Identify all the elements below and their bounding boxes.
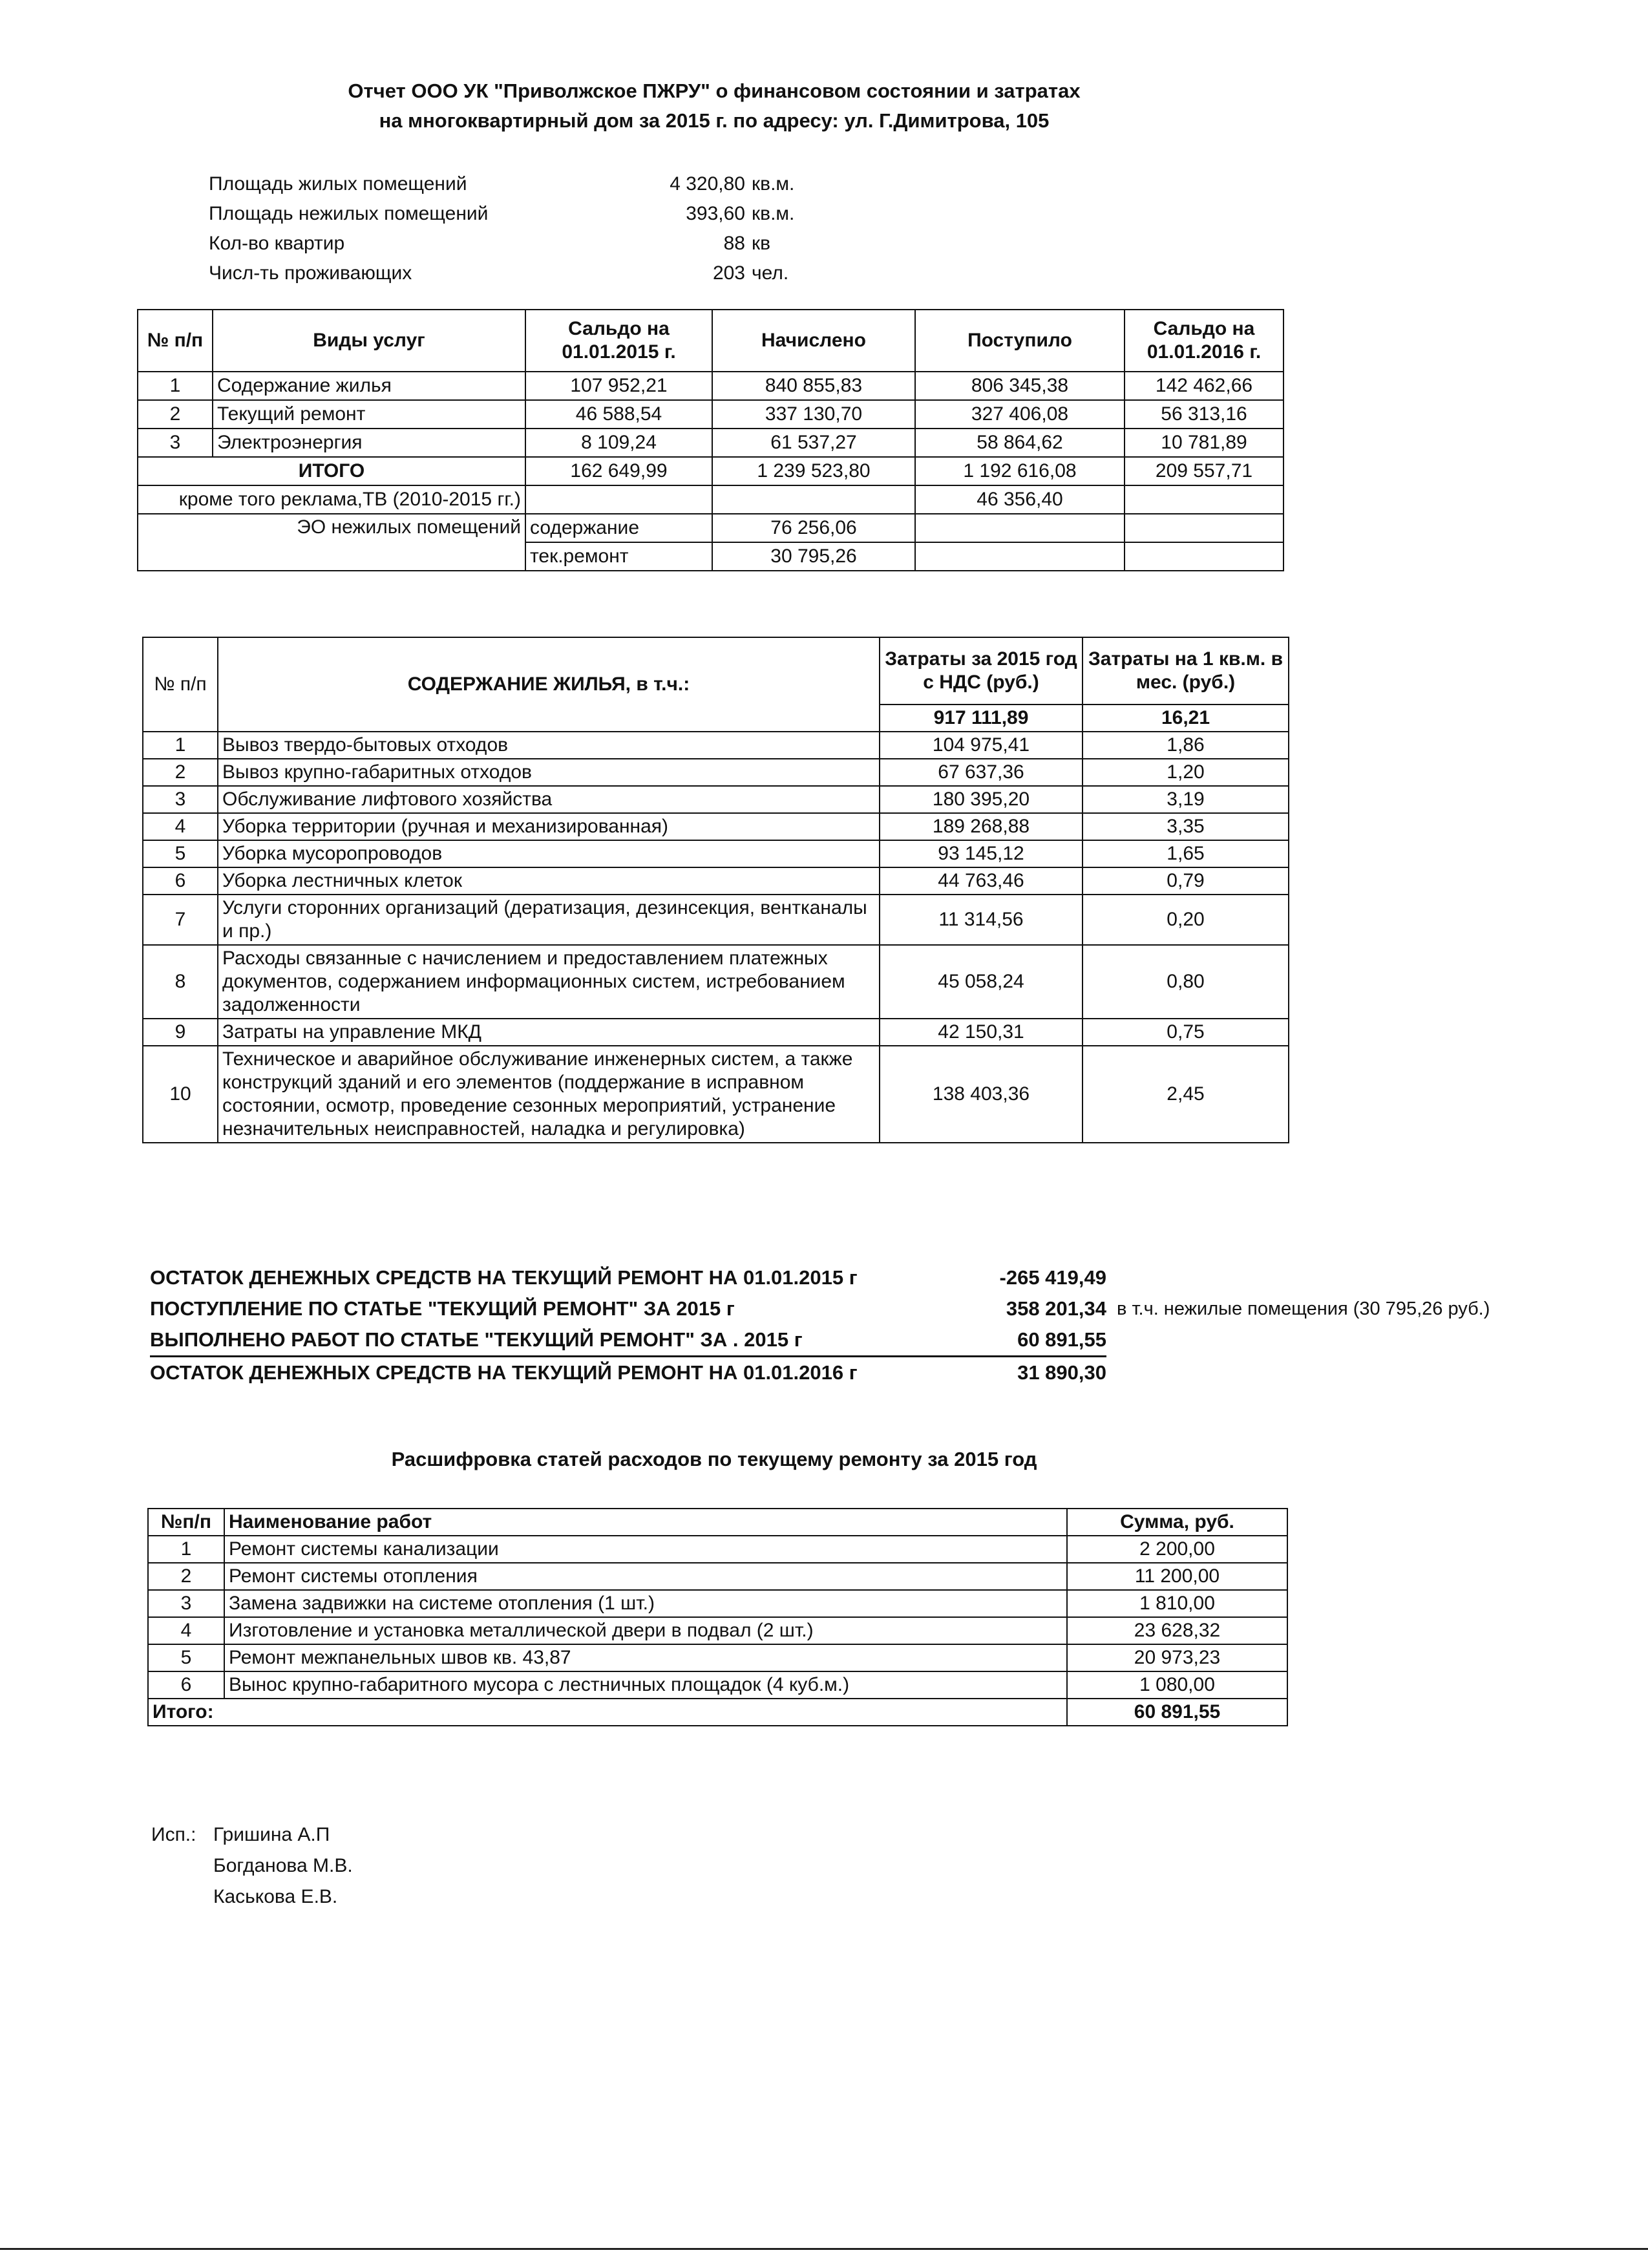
cost-item: Услуги сторонних организаций (дератизация, дезинсекция, вентканалы и пр.): [218, 895, 880, 945]
row-number: 6: [143, 867, 218, 895]
balance-label: ПОСТУПЛЕНИЕ ПО СТАТЬЕ "ТЕКУЩИЙ РЕМОНТ" ЗА 2015 г: [150, 1297, 735, 1320]
info-value: 88: [723, 233, 745, 254]
total-cost: 917 111,89: [880, 705, 1083, 732]
total-label: Итого:: [148, 1699, 1067, 1726]
balance-value: 60 891,55: [1017, 1328, 1106, 1351]
accrued: 61 537,27: [712, 429, 915, 457]
table-row: [143, 759, 1289, 786]
row-number: 8: [143, 945, 218, 1019]
work-name: Изготовление и установка металлической двери в подвал (2 шт.): [224, 1617, 1067, 1644]
table-row: [138, 429, 1284, 457]
info-value: 393,60: [686, 203, 745, 224]
empty-cell: [1125, 485, 1284, 514]
col-header: Затраты за 2015 год с НДС (руб.): [880, 637, 1083, 705]
balance-end: 56 313,16: [1125, 400, 1284, 429]
col-header: Начислено: [712, 310, 915, 372]
executors: [151, 1819, 353, 1913]
row-number: 2: [138, 400, 213, 429]
work-sum: 1 810,00: [1067, 1590, 1287, 1617]
cost-item: Уборка мусоропроводов: [218, 840, 880, 867]
executor-name: Каськова Е.В.: [213, 1886, 338, 1907]
balance-start: 107 952,21: [525, 372, 712, 400]
balance-value: -265 419,49: [999, 1266, 1106, 1289]
balance-label: ОСТАТОК ДЕНЕЖНЫХ СРЕДСТВ НА ТЕКУЩИЙ РЕМОНТ НА 01.01.2015 г: [150, 1266, 858, 1289]
empty-cell: [525, 485, 712, 514]
cost-value: 93 145,12: [880, 840, 1083, 867]
info-row: [209, 229, 794, 259]
per-sqm-value: 1,65: [1083, 840, 1289, 867]
info-label: Числ-ть проживающих: [209, 262, 412, 284]
service-name: Электроэнергия: [213, 429, 525, 457]
executors-label: Исп.:: [151, 1824, 196, 1845]
cost-item: Расходы связанные с начислением и предоставлением платежных документов, содержанием информационных систем, истребованием задолженности: [218, 945, 880, 1019]
executor-name: Богданова М.В.: [213, 1855, 353, 1876]
report-title-line2: на многоквартирный дом за 2015 г. по адресу: ул. Г.Димитрова, 105: [379, 109, 1050, 132]
row-number: 1: [148, 1536, 224, 1563]
table-row: [143, 1046, 1289, 1143]
info-unit: кв: [752, 233, 771, 254]
total-balance-end: 209 557,71: [1125, 457, 1284, 485]
work-name: Вынос крупно-габаритного мусора с лестничных площадок (4 куб.м.): [224, 1671, 1067, 1699]
row-number: 4: [143, 813, 218, 840]
table-row: [148, 1563, 1287, 1590]
cost-value: 67 637,36: [880, 759, 1083, 786]
per-sqm-value: 0,75: [1083, 1019, 1289, 1046]
empty-cell: [915, 514, 1125, 542]
table-row: [143, 732, 1289, 759]
accrued: 337 130,70: [712, 400, 915, 429]
row-number: 3: [138, 429, 213, 457]
per-sqm-value: 3,35: [1083, 813, 1289, 840]
col-header: № п/п: [138, 310, 213, 372]
cost-item: Затраты на управление МКД: [218, 1019, 880, 1046]
empty-cell: [915, 542, 1125, 571]
balance-start: 46 588,54: [525, 400, 712, 429]
total-row: [138, 457, 1284, 485]
service-name: Текущий ремонт: [213, 400, 525, 429]
per-sqm-value: 0,80: [1083, 945, 1289, 1019]
cost-value: 104 975,41: [880, 732, 1083, 759]
col-header: Сумма, руб.: [1067, 1509, 1287, 1536]
table-row: [143, 813, 1289, 840]
work-sum: 2 200,00: [1067, 1536, 1287, 1563]
cost-value: 189 268,88: [880, 813, 1083, 840]
info-label: Кол-во квартир: [209, 233, 345, 254]
row-number: 1: [143, 732, 218, 759]
total-balance-start: 162 649,99: [525, 457, 712, 485]
service-name: Содержание жилья: [213, 372, 525, 400]
empty-cell: [712, 485, 915, 514]
cost-value: 180 395,20: [880, 786, 1083, 813]
balance-label: ОСТАТОК ДЕНЕЖНЫХ СРЕДСТВ НА ТЕКУЩИЙ РЕМОНТ НА 01.01.2016 г: [150, 1361, 858, 1384]
work-sum: 1 080,00: [1067, 1671, 1287, 1699]
col-header: №п/п: [148, 1509, 224, 1536]
empty-cell: [1125, 514, 1284, 542]
row-number: 1: [138, 372, 213, 400]
total-per-sqm: 16,21: [1083, 705, 1289, 732]
work-sum: 11 200,00: [1067, 1563, 1287, 1590]
work-sum: 20 973,23: [1067, 1644, 1287, 1671]
table-row: [148, 1590, 1287, 1617]
row-number: 3: [143, 786, 218, 813]
balance-note: в т.ч. нежилые помещения (30 795,26 руб.): [1117, 1298, 1490, 1319]
col-header: Сальдо на 01.01.2015 г.: [525, 310, 712, 372]
balance-row: [150, 1293, 1507, 1324]
table-row: [143, 945, 1289, 1019]
info-unit: кв.м.: [752, 173, 795, 195]
work-name: Ремонт системы канализации: [224, 1536, 1067, 1563]
table-row: [143, 867, 1289, 895]
work-name: Замена задвижки на системе отопления (1 шт.): [224, 1590, 1067, 1617]
row-number: 2: [143, 759, 218, 786]
balance-start: 8 109,24: [525, 429, 712, 457]
repair-breakdown-table: [147, 1508, 1288, 1726]
table-row: [143, 786, 1289, 813]
per-sqm-value: 1,20: [1083, 759, 1289, 786]
per-sqm-value: 3,19: [1083, 786, 1289, 813]
received: 58 864,62: [915, 429, 1125, 457]
total-received: 1 192 616,08: [915, 457, 1125, 485]
balance-end: 10 781,89: [1125, 429, 1284, 457]
col-header: Затраты на 1 кв.м. в мес. (руб.): [1083, 637, 1289, 705]
accrued: 840 855,83: [712, 372, 915, 400]
received: 806 345,38: [915, 372, 1125, 400]
nonresidential-value: 76 256,06: [712, 514, 915, 542]
balance-label: ВЫПОЛНЕНО РАБОТ ПО СТАТЬЕ "ТЕКУЩИЙ РЕМОНТ" ЗА . 2015 г: [150, 1328, 803, 1351]
advertising-label: кроме того реклама,ТВ (2010-2015 гг.): [138, 485, 525, 514]
row-number: 9: [143, 1019, 218, 1046]
nonresidential-value: 30 795,26: [712, 542, 915, 571]
work-name: Ремонт межпанельных швов кв. 43,87: [224, 1644, 1067, 1671]
per-sqm-value: 0,79: [1083, 867, 1289, 895]
col-header: Сальдо на 01.01.2016 г.: [1125, 310, 1284, 372]
cost-item: Уборка лестничных клеток: [218, 867, 880, 895]
cost-item: Уборка территории (ручная и механизированная): [218, 813, 880, 840]
work-sum: 23 628,32: [1067, 1617, 1287, 1644]
table-row: [138, 400, 1284, 429]
cost-item: Вывоз твердо-бытовых отходов: [218, 732, 880, 759]
info-value: 4 320,80: [670, 173, 745, 195]
nonresidential-sub: тек.ремонт: [525, 542, 712, 571]
total-row: [148, 1699, 1287, 1726]
info-row: [209, 199, 794, 229]
cost-value: 45 058,24: [880, 945, 1083, 1019]
row-number: 6: [148, 1671, 224, 1699]
table-row: [143, 895, 1289, 945]
building-info: [209, 169, 794, 288]
table-row: [143, 840, 1289, 867]
cost-value: 138 403,36: [880, 1046, 1083, 1143]
info-row: [209, 169, 794, 199]
info-unit: чел.: [752, 262, 789, 284]
row-number: 5: [143, 840, 218, 867]
empty-cell: [1125, 542, 1284, 571]
repair-breakdown-caption: Расшифровка статей расходов по текущему ремонту за 2015 год: [391, 1448, 1037, 1470]
balance-row: [150, 1357, 1507, 1388]
page-bottom-divider: [0, 2248, 1648, 2250]
row-number: 2: [148, 1563, 224, 1590]
received: 327 406,08: [915, 400, 1125, 429]
info-row: [209, 259, 794, 288]
col-header: № п/п: [143, 637, 218, 732]
col-header: Наименование работ: [224, 1509, 1067, 1536]
row-number: 10: [143, 1046, 218, 1143]
table-row: [143, 1019, 1289, 1046]
info-value: 203: [712, 262, 745, 284]
per-sqm-value: 1,86: [1083, 732, 1289, 759]
total-sum: 60 891,55: [1067, 1699, 1287, 1726]
cost-value: 11 314,56: [880, 895, 1083, 945]
total-accrued: 1 239 523,80: [712, 457, 915, 485]
col-header: Поступило: [915, 310, 1125, 372]
col-header: СОДЕРЖАНИЕ ЖИЛЬЯ, в т.ч.:: [218, 637, 880, 732]
balance-value: 31 890,30: [1017, 1361, 1106, 1384]
nonresidential-sub: содержание: [525, 514, 712, 542]
row-number: 3: [148, 1590, 224, 1617]
table-row: [148, 1644, 1287, 1671]
table-row: [148, 1617, 1287, 1644]
balance-row: [150, 1324, 1106, 1357]
row-number: 4: [148, 1617, 224, 1644]
balance-end: 142 462,66: [1125, 372, 1284, 400]
total-label: ИТОГО: [138, 457, 525, 485]
cost-item: Вывоз крупно-габаритных отходов: [218, 759, 880, 786]
cost-item: Обслуживание лифтового хозяйства: [218, 786, 880, 813]
report-title-line1: Отчет ООО УК "Приволжское ПЖРУ" о финансовом состоянии и затратах: [348, 79, 1081, 102]
cost-value: 44 763,46: [880, 867, 1083, 895]
advertising-received: 46 356,40: [915, 485, 1125, 514]
row-number: 7: [143, 895, 218, 945]
maintenance-costs-table: [142, 637, 1289, 1143]
repair-fund-balance: [150, 1262, 1507, 1388]
balance-row: [150, 1262, 1507, 1293]
nonresidential-label: ЭО нежилых помещений: [138, 514, 525, 571]
work-name: Ремонт системы отопления: [224, 1563, 1067, 1590]
nonresidential-row: [138, 514, 1284, 542]
cost-value: 42 150,31: [880, 1019, 1083, 1046]
balance-value: 358 201,34: [1006, 1297, 1106, 1320]
report-title: [0, 76, 1428, 136]
services-summary-table: [137, 309, 1284, 571]
table-row: [148, 1536, 1287, 1563]
per-sqm-value: 2,45: [1083, 1046, 1289, 1143]
info-label: Площадь жилых помещений: [209, 173, 467, 195]
per-sqm-value: 0,20: [1083, 895, 1289, 945]
table-row: [148, 1671, 1287, 1699]
info-unit: кв.м.: [752, 203, 795, 224]
info-label: Площадь нежилых помещений: [209, 203, 489, 224]
row-number: 5: [148, 1644, 224, 1671]
cost-item: Техническое и аварийное обслуживание инженерных систем, а также конструкций зданий и его элементов (поддержание в исправном состоянии, осмотр, проведение сезонных мероприятий, устранение незначительных неисправностей, наладка и регулировка): [218, 1046, 880, 1143]
executor-name: Гришина А.П: [213, 1824, 330, 1845]
advertising-row: [138, 485, 1284, 514]
col-header: Виды услуг: [213, 310, 525, 372]
table-row: [138, 372, 1284, 400]
